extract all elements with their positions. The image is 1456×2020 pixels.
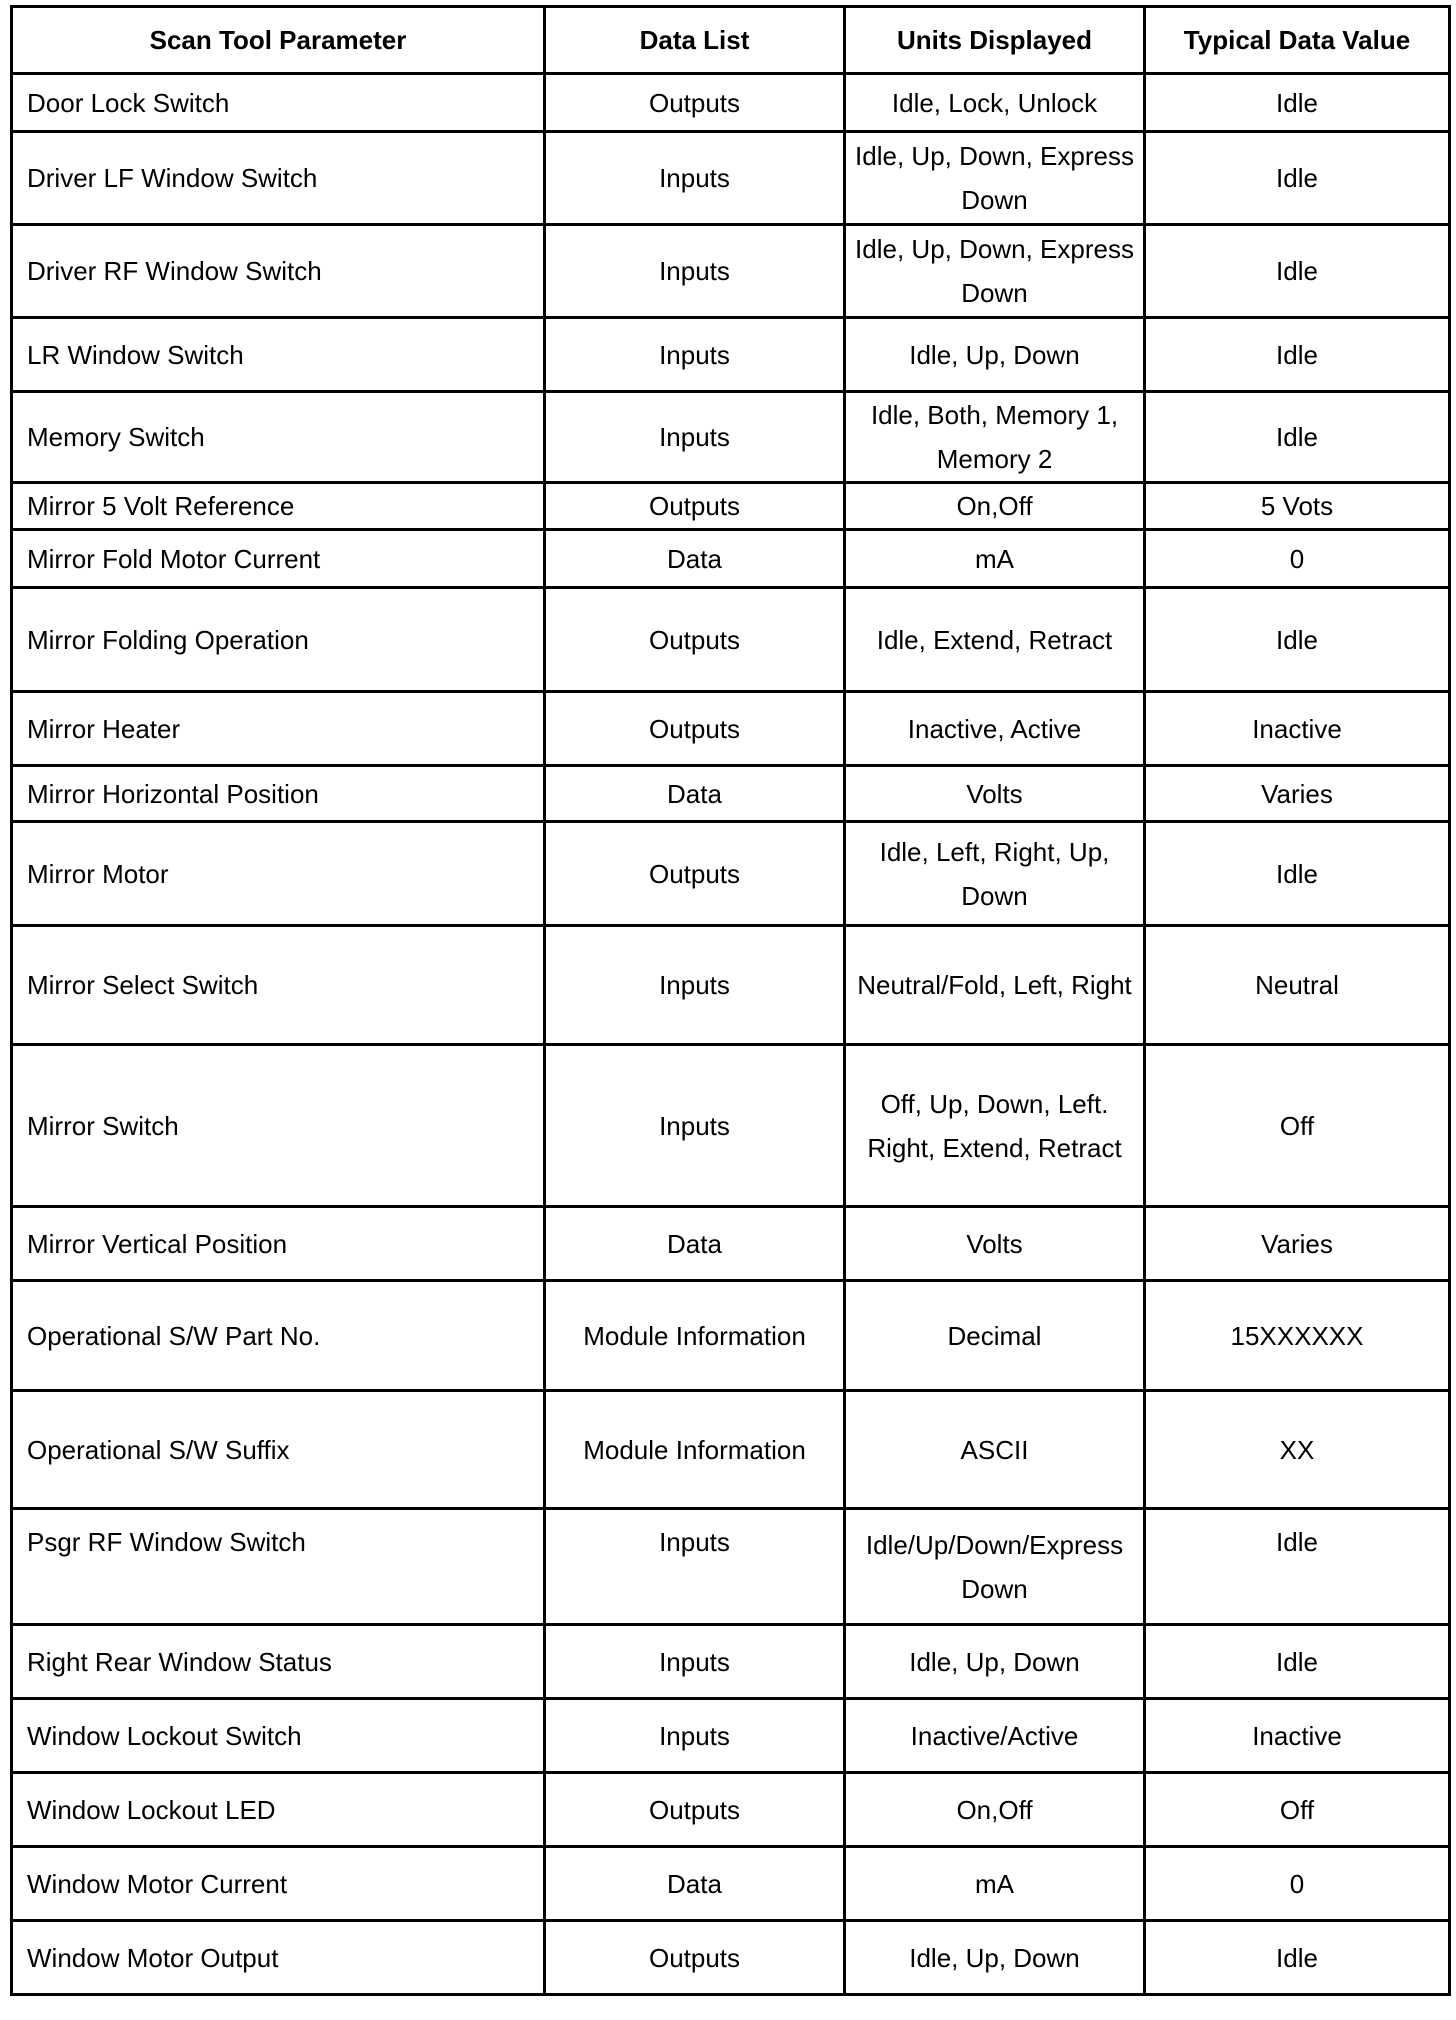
cell-scan-tool-parameter: Mirror 5 Volt Reference [12, 483, 545, 530]
cell-typical-data-value: Idle [1145, 1625, 1450, 1699]
cell-typical-data-value: Neutral [1145, 926, 1450, 1045]
table-row [12, 1699, 1450, 1773]
cell-typical-data-value: 0 [1145, 1847, 1450, 1921]
cell-scan-tool-parameter: Mirror Motor [12, 822, 545, 926]
header-data-list: Data List [545, 7, 845, 74]
cell-units-displayed: Neutral/Fold, Left, Right [845, 926, 1145, 1045]
cell-units-displayed: Volts [845, 1207, 1145, 1281]
cell-scan-tool-parameter: Door Lock Switch [12, 74, 545, 132]
cell-typical-data-value: Idle [1145, 318, 1450, 392]
cell-scan-tool-parameter: Right Rear Window Status [12, 1625, 545, 1699]
cell-typical-data-value: Varies [1145, 766, 1450, 822]
cell-units-displayed: Off, Up, Down, Left. Right, Extend, Retract [845, 1045, 1145, 1207]
table-row [12, 1045, 1450, 1207]
header-units-displayed: Units Displayed [845, 7, 1145, 74]
table-row [12, 1921, 1450, 1995]
cell-typical-data-value: Idle [1145, 588, 1450, 692]
cell-data-list: Inputs [545, 132, 845, 225]
scan-tool-data-table-container [10, 5, 1448, 1996]
cell-units-displayed: Idle/Up/Down/Express Down [845, 1509, 1145, 1625]
cell-units-displayed: Inactive/Active [845, 1699, 1145, 1773]
table-row [12, 318, 1450, 392]
cell-data-list: Outputs [545, 692, 845, 766]
cell-typical-data-value: Off [1145, 1773, 1450, 1847]
cell-scan-tool-parameter: Operational S/W Suffix [12, 1391, 545, 1509]
table-row [12, 225, 1450, 318]
cell-data-list: Inputs [545, 225, 845, 318]
cell-scan-tool-parameter: Mirror Select Switch [12, 926, 545, 1045]
cell-data-list: Data [545, 1207, 845, 1281]
cell-typical-data-value: Idle [1145, 74, 1450, 132]
cell-data-list: Module Information [545, 1391, 845, 1509]
cell-typical-data-value: Idle [1145, 225, 1450, 318]
table-row [12, 1509, 1450, 1625]
cell-units-displayed: Idle, Left, Right, Up, Down [845, 822, 1145, 926]
table-row [12, 1207, 1450, 1281]
scan-tool-data-table [10, 5, 1451, 1996]
cell-data-list: Inputs [545, 1625, 845, 1699]
table-row [12, 766, 1450, 822]
table-row [12, 822, 1450, 926]
cell-scan-tool-parameter: Driver LF Window Switch [12, 132, 545, 225]
cell-typical-data-value: Inactive [1145, 1699, 1450, 1773]
cell-units-displayed: mA [845, 530, 1145, 588]
cell-data-list: Data [545, 530, 845, 588]
cell-units-displayed: Idle, Up, Down [845, 318, 1145, 392]
cell-units-displayed: Idle, Up, Down, Express Down [845, 132, 1145, 225]
table-row [12, 1391, 1450, 1509]
cell-data-list: Data [545, 766, 845, 822]
table-body [12, 74, 1450, 1995]
header-typical-data-value: Typical Data Value [1145, 7, 1450, 74]
cell-typical-data-value: Idle [1145, 822, 1450, 926]
cell-scan-tool-parameter: Psgr RF Window Switch [12, 1509, 545, 1625]
cell-data-list: Module Information [545, 1281, 845, 1391]
cell-units-displayed: Idle, Up, Down [845, 1921, 1145, 1995]
table-row [12, 588, 1450, 692]
cell-units-displayed: mA [845, 1847, 1145, 1921]
cell-units-displayed: ASCII [845, 1391, 1145, 1509]
cell-data-list: Outputs [545, 483, 845, 530]
cell-data-list: Inputs [545, 318, 845, 392]
cell-scan-tool-parameter: Mirror Fold Motor Current [12, 530, 545, 588]
cell-typical-data-value: XX [1145, 1391, 1450, 1509]
cell-scan-tool-parameter: Window Lockout Switch [12, 1699, 545, 1773]
cell-typical-data-value: Idle [1145, 392, 1450, 483]
cell-scan-tool-parameter: Window Lockout LED [12, 1773, 545, 1847]
table-row [12, 1847, 1450, 1921]
table-row [12, 1773, 1450, 1847]
cell-units-displayed: Inactive, Active [845, 692, 1145, 766]
cell-data-list: Outputs [545, 74, 845, 132]
cell-typical-data-value: Inactive [1145, 692, 1450, 766]
cell-scan-tool-parameter: Mirror Vertical Position [12, 1207, 545, 1281]
table-row [12, 132, 1450, 225]
cell-scan-tool-parameter: Operational S/W Part No. [12, 1281, 545, 1391]
table-row [12, 483, 1450, 530]
cell-typical-data-value: Idle [1145, 1921, 1450, 1995]
cell-data-list: Inputs [545, 1045, 845, 1207]
cell-units-displayed: Idle, Up, Down, Express Down [845, 225, 1145, 318]
table-row [12, 692, 1450, 766]
cell-scan-tool-parameter: Mirror Switch [12, 1045, 545, 1207]
cell-data-list: Outputs [545, 822, 845, 926]
cell-scan-tool-parameter: Mirror Heater [12, 692, 545, 766]
cell-scan-tool-parameter: Window Motor Output [12, 1921, 545, 1995]
cell-typical-data-value: Idle [1145, 1509, 1450, 1625]
header-scan-tool-parameter: Scan Tool Parameter [12, 7, 545, 74]
cell-units-displayed: Idle, Extend, Retract [845, 588, 1145, 692]
cell-units-displayed: Decimal [845, 1281, 1145, 1391]
table-row [12, 530, 1450, 588]
cell-data-list: Inputs [545, 1699, 845, 1773]
cell-scan-tool-parameter: Mirror Horizontal Position [12, 766, 545, 822]
cell-scan-tool-parameter: Memory Switch [12, 392, 545, 483]
cell-data-list: Outputs [545, 1773, 845, 1847]
cell-units-displayed: On,Off [845, 1773, 1145, 1847]
cell-data-list: Outputs [545, 588, 845, 692]
cell-units-displayed: Idle, Lock, Unlock [845, 74, 1145, 132]
cell-data-list: Outputs [545, 1921, 845, 1995]
cell-units-displayed: Volts [845, 766, 1145, 822]
cell-data-list: Data [545, 1847, 845, 1921]
cell-scan-tool-parameter: Mirror Folding Operation [12, 588, 545, 692]
cell-typical-data-value: 0 [1145, 530, 1450, 588]
table-row [12, 392, 1450, 483]
cell-scan-tool-parameter: LR Window Switch [12, 318, 545, 392]
cell-typical-data-value: Off [1145, 1045, 1450, 1207]
cell-typical-data-value: Varies [1145, 1207, 1450, 1281]
table-row [12, 926, 1450, 1045]
cell-data-list: Inputs [545, 926, 845, 1045]
cell-units-displayed: Idle, Both, Memory 1, Memory 2 [845, 392, 1145, 483]
cell-units-displayed: On,Off [845, 483, 1145, 530]
table-row [12, 74, 1450, 132]
cell-units-displayed: Idle, Up, Down [845, 1625, 1145, 1699]
cell-typical-data-value: Idle [1145, 132, 1450, 225]
cell-scan-tool-parameter: Driver RF Window Switch [12, 225, 545, 318]
cell-typical-data-value: 15XXXXXX [1145, 1281, 1450, 1391]
cell-data-list: Inputs [545, 392, 845, 483]
table-header-row [12, 7, 1450, 74]
cell-typical-data-value: 5 Vots [1145, 483, 1450, 530]
table-row [12, 1625, 1450, 1699]
cell-scan-tool-parameter: Window Motor Current [12, 1847, 545, 1921]
table-row [12, 1281, 1450, 1391]
cell-data-list: Inputs [545, 1509, 845, 1625]
